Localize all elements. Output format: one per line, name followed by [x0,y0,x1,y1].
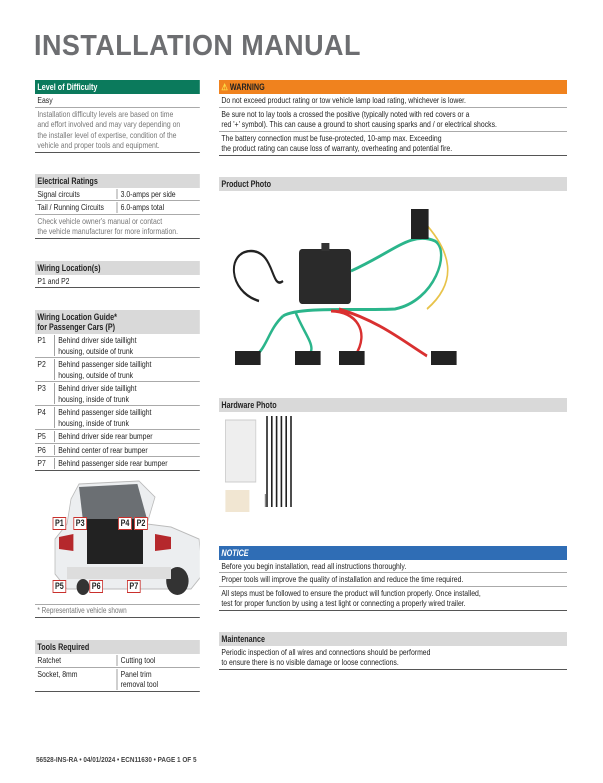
location-desc [55,431,153,442]
text-line: the vehicle manufacturer for more information. [37,226,179,236]
text-line: removal tool [120,679,159,689]
location-code: P7 [37,458,55,469]
difficulty-value: Easy [35,94,200,108]
text-line: Do not exceed product rating or tow vehicle lamp load rating, whichever is lower. [221,95,466,105]
text-line: Check vehicle owner's manual or contact [37,215,163,226]
rating-value: 3.0-amps per side [120,188,176,199]
warning-header [219,80,567,94]
text-line: red '+' symbol). This can cause a ground to short causing sparks and / or electrical shocks. [221,119,497,129]
guide-row [35,358,200,382]
maintenance-header: Maintenance [219,632,567,646]
text-line: Behind center of rear bumper [58,444,148,455]
warning-row [219,108,567,132]
guide-row [35,457,200,471]
text-line: housing, inside of trunk [58,393,129,404]
tool-item: Socket, 8mm [37,669,117,690]
ratings-row [35,188,200,202]
location-desc [55,359,151,380]
text-line: Behind driver side rear bumper [58,431,153,441]
maintenance-text [219,646,567,670]
text-line: Behind driver side taillight [58,335,137,345]
locations-header: Wiring Location(s) [35,261,200,275]
location-desc [55,335,137,356]
text-line: and effort involved and may vary depending on [37,119,181,129]
text-line: Periodic inspection of all wires and connections should be performed [221,646,431,657]
left-column [35,80,200,692]
rating-label: Tail / Running Circuits [37,202,117,213]
text-line: Behind passenger side taillight [58,407,152,417]
locations-value: P1 and P2 [35,275,200,289]
ratings-row [35,201,200,215]
text-line: Be sure not to lay tools a crossed the positive (typically noted with red covers or a [221,108,470,119]
text-line: The battery connection must be fuse-protected, 10-amp max. Exceeding [221,132,442,143]
text-line: for Passenger Cars (P) [37,322,116,332]
product-photo-header: Product Photo [219,177,567,191]
guide-row [35,406,200,430]
car-label: P2 [134,517,148,530]
tools-header: Tools Required [35,640,200,654]
text-line: test for proper function by using a test light or connecting a properly wired trailer. [221,598,466,608]
location-code: P2 [37,359,55,380]
warning-row [219,94,567,108]
text-line: to ensure there is no visible damage or loose connections. [221,657,399,667]
text-line: Panel trim [120,668,152,679]
text-line: Behind driver side taillight [58,383,137,393]
tools-row [35,654,200,668]
page-title: INSTALLATION MANUAL [34,30,361,62]
car-label: P5 [53,580,67,593]
location-code: P1 [37,335,55,356]
warning-row [219,132,567,156]
tool-item: Ratchet [37,655,117,666]
location-code: P5 [37,431,55,442]
product-photo [219,191,567,389]
guide-row [35,334,200,358]
ratings-note [35,215,200,239]
location-code: P4 [37,407,55,428]
notice-row [219,560,567,574]
difficulty-header: Level of Difficulty [35,80,200,94]
right-column [219,80,567,670]
rating-value: 6.0-amps total [120,202,165,212]
notice-header: NOTICE [219,546,567,560]
text-line: the installer level of expertise, condition of the [37,129,177,140]
rating-label: Signal circuits [37,189,117,200]
warning-title: WARNING [229,82,265,92]
car-note: * Representative vehicle shown [35,604,200,619]
location-desc [55,445,148,456]
hardware-photo-header: Hardware Photo [219,398,567,412]
text-line: housing, outside of trunk [58,345,134,356]
car-label: P3 [73,517,87,530]
guide-row [35,444,200,458]
car-label: P6 [89,580,103,593]
notice-row [219,587,567,611]
text-line: Behind passenger side taillight [58,359,152,369]
text-line: housing, inside of trunk [58,417,129,428]
tool-item [117,669,158,690]
warning-triangle-icon: ⚠ [221,82,228,92]
car-label: P7 [127,580,141,593]
text-line: Behind passenger side rear bumper [58,458,168,468]
text-line: Installation difficulty levels are based on time [37,108,174,119]
location-desc [55,407,151,428]
hardware-photo [219,412,567,516]
notice-row [219,573,567,587]
text-line: Wiring Location Guide* [37,312,117,322]
car-label: P1 [53,517,67,530]
text-line: All steps must be followed to ensure the product will function properly. Once installed, [221,587,481,598]
difficulty-desc [35,108,200,153]
tools-row [35,668,200,692]
car-image [35,479,200,599]
text-line: housing, outside of trunk [58,369,134,380]
text-line: the product rating can cause loss of warranty, overheating and potential fire. [221,143,453,153]
guide-row [35,382,200,406]
tool-item: Cutting tool [120,655,156,665]
location-desc [55,383,137,404]
car-label: P4 [118,517,132,530]
location-desc [55,458,168,469]
location-code: P3 [37,383,55,404]
text-line: Proper tools will improve the quality of installation and reduce the time required. [221,574,464,584]
text-line: Before you begin installation, read all instructions thoroughly. [221,560,407,571]
guide-row [35,430,200,444]
text-line: vehicle and proper tools and equipment. [37,140,160,150]
location-code: P6 [37,445,55,456]
ratings-header: Electrical Ratings [35,174,200,188]
guide-header [35,310,200,334]
footer: 56528-INS-RA • 04/01/2024 • ECN11630 • PAGE 1 OF 5 [36,755,197,764]
